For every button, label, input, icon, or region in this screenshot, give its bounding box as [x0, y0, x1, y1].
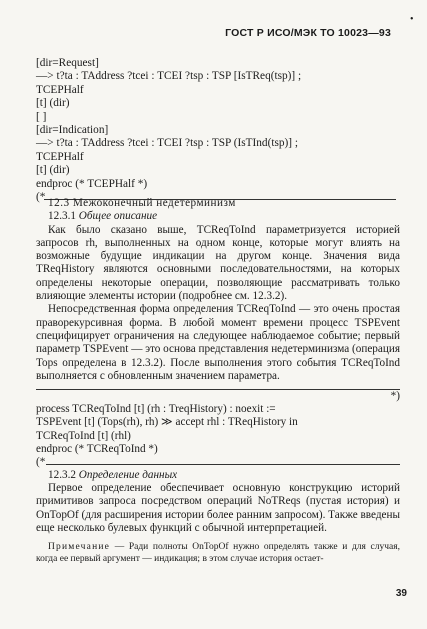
- subsection-number: 12.3.2: [48, 468, 76, 481]
- paragraph: Непосредственная форма определения TCReqToInd — это очень простая праворекурсивная форма. В любой момент времени процесс TSPEvent специфицирует ограничения на следующее наблюдаемое событие; первый параметр TSPEvent — это основа представления недетерминизма (операция Tops определена в 12.3.2). После выполнения этого события TCReqToInd выполняется с обновленным значением параметра.: [36, 303, 400, 382]
- subsection-heading-2: [36, 469, 400, 482]
- note-text: — Ради полноты OnTopOf нужно определять также и для случая, когда ее первый аргумент — индикация; в этом случае история остает-: [36, 542, 400, 565]
- code-line: [ ]: [36, 110, 47, 123]
- subsection-title: Определение данных: [78, 468, 178, 481]
- code-line: [dir=Indication]: [36, 123, 109, 136]
- paragraph: Как было сказано выше, TCReqToInd параметризуется историей запросов rh, выполненных на одном конце, которые могут влиять на возможные будущие индикации на другом конце. Значения вида TReqHistory являются основными последовательностями, на которых определены некоторые операции, позволяющие рассматривать только влияющие элементы истории (подробнее см. 12.3.2).: [36, 223, 400, 303]
- code-line: TSPEvent [t] (Tops(rh), rh) ≫ accept rhl : TReqHistory in: [36, 416, 298, 429]
- code-line: [dir=Request]: [36, 57, 99, 69]
- subsection-title: Общее описание: [78, 210, 158, 223]
- section-12-3: [36, 197, 400, 565]
- code-line: TCReqToInd [t] (rhl): [36, 429, 131, 442]
- code-line: [t] (dir): [36, 97, 70, 110]
- corner-mark: •: [410, 14, 414, 25]
- running-header: ГОСТ Р ИСО/МЭК ТО 10023—93: [225, 27, 391, 39]
- code-line: TCEPHalf: [36, 150, 84, 163]
- subsection-number: 12.3.1: [48, 210, 76, 223]
- code-line: (*: [36, 190, 46, 203]
- code-line: TCEPHalf: [36, 83, 84, 96]
- code-line: endproc (* TCEPHalf *): [36, 177, 148, 190]
- subsection-heading-1: [36, 210, 400, 223]
- section-heading: 12.3 Межоконечный недетерминизм: [48, 197, 236, 209]
- code-line: (*: [36, 456, 46, 469]
- comment-close: *): [390, 390, 400, 403]
- note-label: Примечание: [48, 542, 111, 553]
- comment-rule: [46, 464, 400, 465]
- note: [36, 541, 400, 565]
- code-block-top: [36, 57, 396, 205]
- paragraph: Первое определение обеспечивает основную конструкцию историй примитивов запроса посредством операций NoTReqs (пустая история) и OnTopOf (для расширения истории более ранним запросом). Также введены еще несколько булевых функций с обычной интерпретацией.: [36, 481, 400, 534]
- code-line: [t] (dir): [36, 164, 70, 177]
- code-line: process TCReqToInd [t] (rh : TreqHistory) : noexit :=: [36, 403, 276, 416]
- page-number: 39: [395, 588, 407, 599]
- code-line: —> t?ta : TAddress ?tcei : TCEI ?tsp : TSP (IsTInd(tsp)] ;: [36, 137, 299, 150]
- code-line: —> t?ta : TAddress ?tcei : TCEI ?tsp : TSP [IsTReq(tsp)] ;: [36, 70, 302, 83]
- code-line: endproc (* TCReqToInd *): [36, 443, 158, 456]
